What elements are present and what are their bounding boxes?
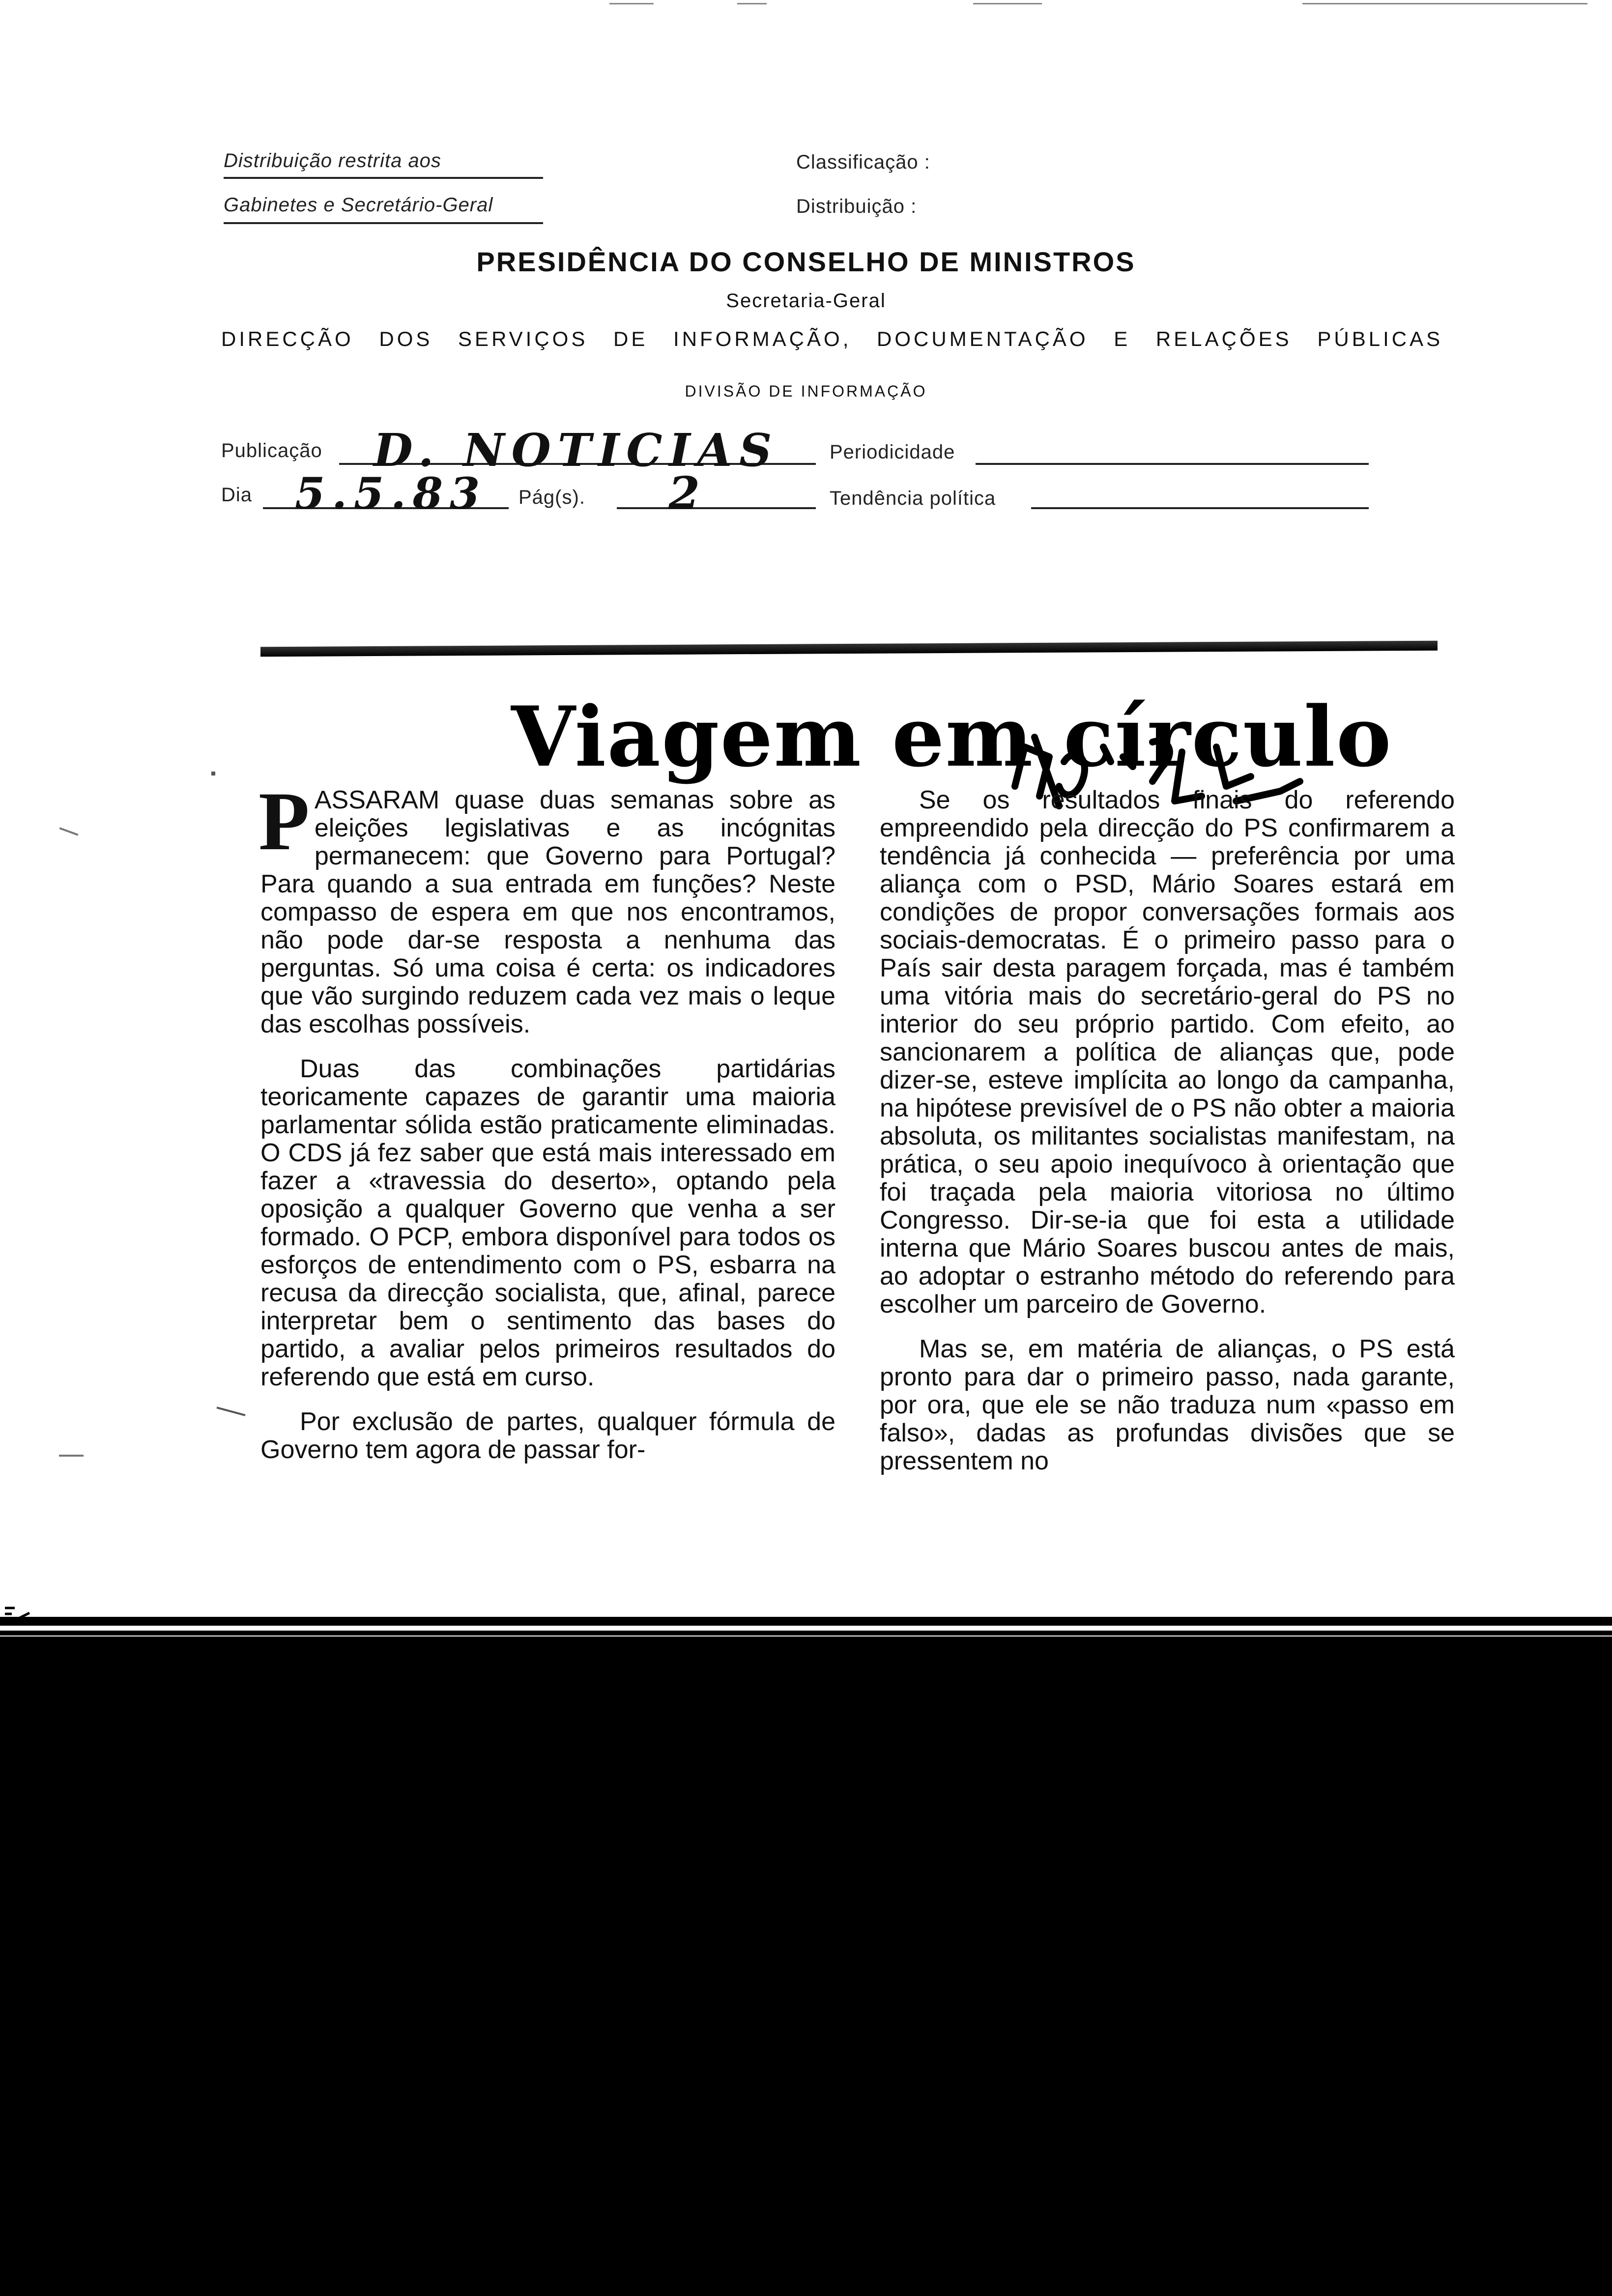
pages-label: Pág(s). xyxy=(518,487,585,508)
scanner-background xyxy=(0,1636,1612,2296)
margin-mark xyxy=(59,827,79,835)
margin-mark xyxy=(211,772,215,775)
pages-line xyxy=(617,507,816,509)
publication-label: Publicação xyxy=(221,440,322,461)
margin-mark xyxy=(217,1406,246,1416)
article-left-column xyxy=(259,775,835,1481)
publication-value: D. NOTICIAS xyxy=(374,424,779,477)
article-headline: Viagem em círculo xyxy=(511,688,1392,785)
article-paragraph: Duas das combinações partidárias teoricamente capazes de garantir uma maioria parlamentar sólida estão praticamente eliminadas. O CDS já fez saber que está mais interessado em fazer a «travessia do deserto», optando pela oposição a qualquer Governo que venha a ser formado. O PCP, embora disponível para todos os esforços de entendimento com o PS, esbarra na recusa da direcção socialista, que, afinal, parece interpretar bem o sentimento das bases do partido, a avaliar pelos primeiros resultados do referendo que está em curso. xyxy=(260,1055,835,1391)
day-label: Dia xyxy=(221,484,253,506)
institution-title: PRESIDÊNCIA DO CONSELHO DE MINISTROS xyxy=(476,246,1136,277)
distribution-recipients-line: Gabinetes e Secretário-Geral xyxy=(224,194,493,216)
article-paragraph: Se os resultados finais do referendo empreendido pela direcção do PS confirmarem a tendência já conhecida — preferência por uma aliança com o PSD, Mário Soares estará em condições de propor conversações formais aos sociais-democratas. É o primeiro passo para o País sair desta paragem forçada, mas é também uma vitória mais do secretário-geral do PS no interior do seu próprio partido. Com efeito, ao sancionarem a política de alianças que, pode dizer-se, esteve implícita ao longo da campanha, na hipótese previsível de o PS não obter a maioria absoluta, os militantes socialistas manifestam, na prática, o seu apoio inequívoco à orientação que foi traçada pela maioria vitoriosa no último Congresso. Dir-se-ia que foi esta a utilidade interna que Mário Soares buscou antes de mais, ao adoptar o estranho método do referendo para escolher um parceiro de Governo. xyxy=(880,786,1455,1319)
scan-edge-rule xyxy=(0,1631,1612,1636)
periodicity-label: Periodicidade xyxy=(830,441,955,463)
institution-subtitle: Secretaria-Geral xyxy=(726,290,886,312)
distribution-label: Distribuição : xyxy=(796,196,917,217)
day-value: 5.5.83 xyxy=(295,468,487,519)
periodicity-line xyxy=(976,463,1369,465)
directorate-line: DIRECÇÃO DOS SERVIÇOS DE INFORMAÇÃO, DOCUMENTAÇÃO E RELAÇÕES PÚBLICAS xyxy=(221,327,1443,350)
article-paragraph: Mas se, em matéria de alianças, o PS está pronto para dar o primeiro passo, nada garante, por ora, que ele se não traduza num «passo em falso», dadas as profundas divisões que se pressentem no xyxy=(880,1335,1455,1475)
article-paragraph-text: ASSARAM quase duas semanas sobre as eleições legislativas e as incógnitas permanecem: que Governo para Portugal? Para quando a sua entrada em funções? Neste compasso de espera em que nos encontramos, não pode dar-se resposta a nenhuma das perguntas. Só uma coisa é certa: os indicadores que vão surgindo reduzem cada vez mais o leque das escolhas possíveis. xyxy=(260,786,835,1038)
political-tendency-line xyxy=(1031,507,1369,509)
scan-mark xyxy=(737,3,767,4)
margin-mark xyxy=(59,1455,84,1457)
division-line: DIVISÃO DE INFORMAÇÃO xyxy=(685,382,927,400)
article-paragraph: Por exclusão de partes, qualquer fórmula de Governo tem agora de passar for- xyxy=(260,1407,835,1464)
political-tendency-label: Tendência política xyxy=(830,488,996,509)
pages-value: 2 xyxy=(668,467,707,520)
distribution-underline xyxy=(224,177,543,179)
clipping-top-rule xyxy=(260,641,1438,657)
scan-edge-marks xyxy=(5,1603,34,1623)
article-paragraph xyxy=(259,775,835,1038)
scan-mark xyxy=(973,3,1042,4)
recipients-underline xyxy=(224,222,543,224)
drop-cap: P xyxy=(259,775,310,867)
scan-mark xyxy=(1302,3,1587,4)
distribution-restricted-line: Distribuição restrita aos xyxy=(224,150,441,172)
article-right-column xyxy=(880,786,1455,1492)
scan-edge-rule xyxy=(0,1617,1612,1626)
scan-mark xyxy=(609,3,654,4)
classification-label: Classificação : xyxy=(796,151,930,173)
